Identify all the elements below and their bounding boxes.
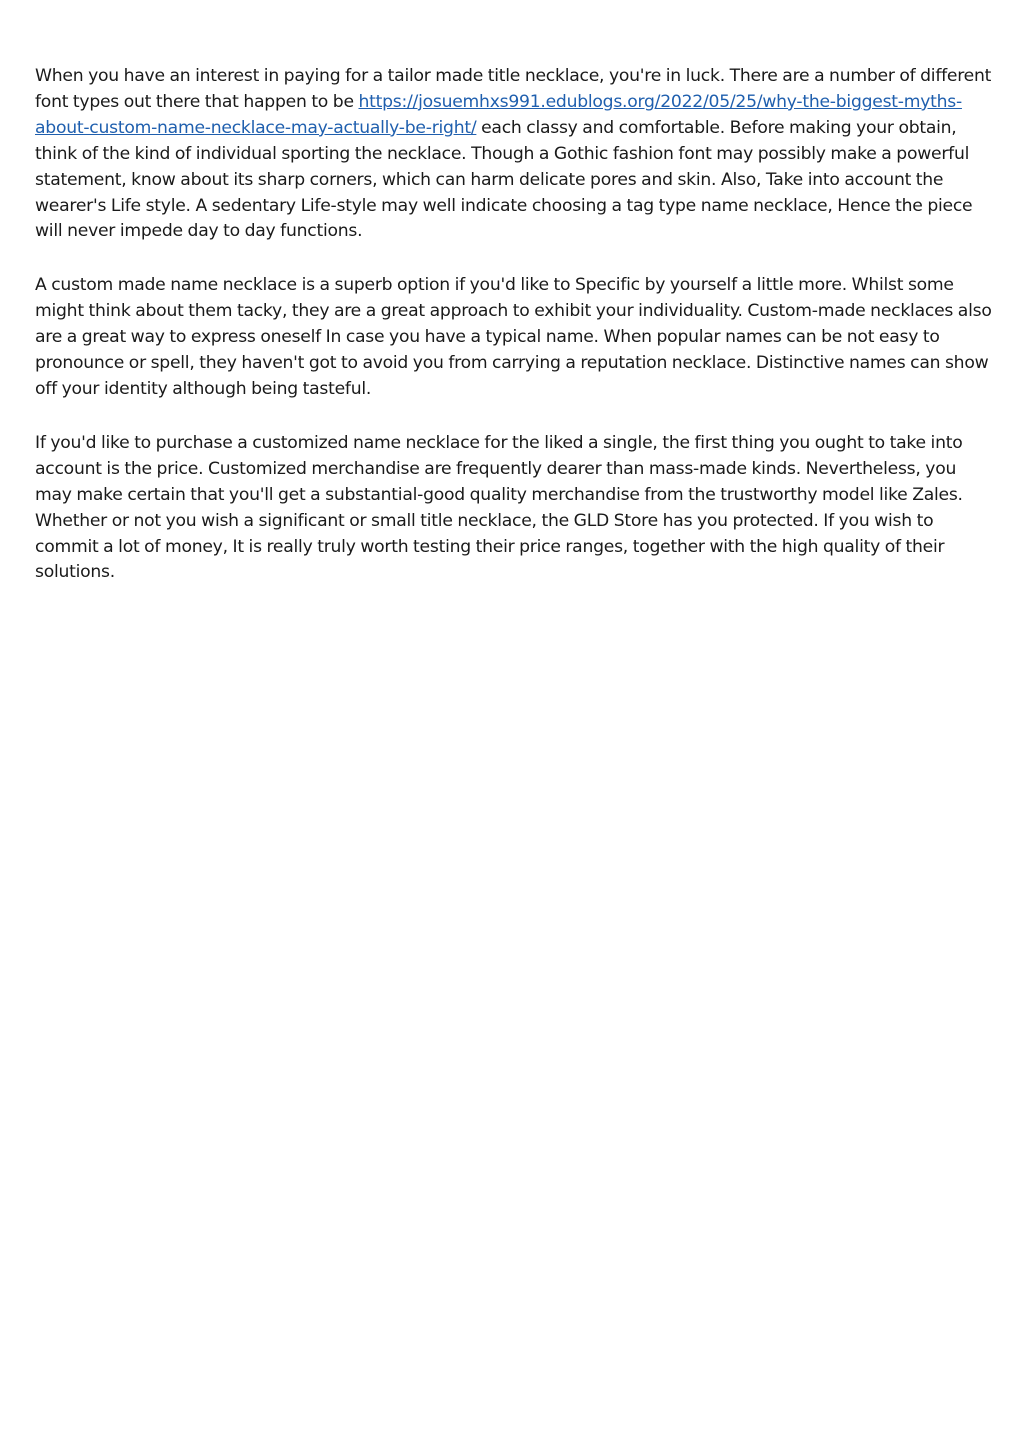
document-body xyxy=(35,64,995,614)
article-link[interactable]: https://josuemhxs991.edublogs.org/2022/05/25/why-the-biggest-myths-about-custom-name-necklace-may-actually-be-right/ xyxy=(35,91,962,138)
paragraph-1-text-before-link: When you have an interest in paying for a tailor made title necklace, you're in luck. There are a number of different font types out there that happen to be xyxy=(35,66,992,112)
paragraph-1-text-after-link: each classy and comfortable. Before making your obtain, think of the kind of individual sporting the necklace. Though a Gothic fashion font may possibly make a powerful statement, know about its sharp corners, which can harm delicate pores and skin. Also, Take into account the wearer's Life style. A sedentary Life-style may well indicate choosing a tag type name necklace, Hence the piece will never impede day to day functions. xyxy=(35,117,973,242)
paragraph-2: A custom made name necklace is a superb option if you'd like to Specific by yourself a little more. Whilst some might think about them tacky, they are a great approach to exhibit your individuality. Custom-made necklaces also are a great way to express oneself In case you have a typical name. When popular names can be not easy to pronounce or spell, they haven't got to avoid you from carrying a reputation necklace. Distinctive names can show off your identity although being tasteful. xyxy=(35,275,992,399)
paragraph-3: If you'd like to purchase a customized name necklace for the liked a single, the first thing you ought to take into account is the price. Customized merchandise are frequently dearer than mass-made kinds. Nevertheless, you may make certain that you'll get a substantial-good quality merchandise from the trustworthy model like Zales. Whether or not you wish a significant or small title necklace, the GLD Store has you protected. If you wish to commit a lot of money, It is really truly worth testing their price ranges, together with the high quality of their solutions. xyxy=(35,432,963,583)
paragraph-1 xyxy=(35,64,995,245)
